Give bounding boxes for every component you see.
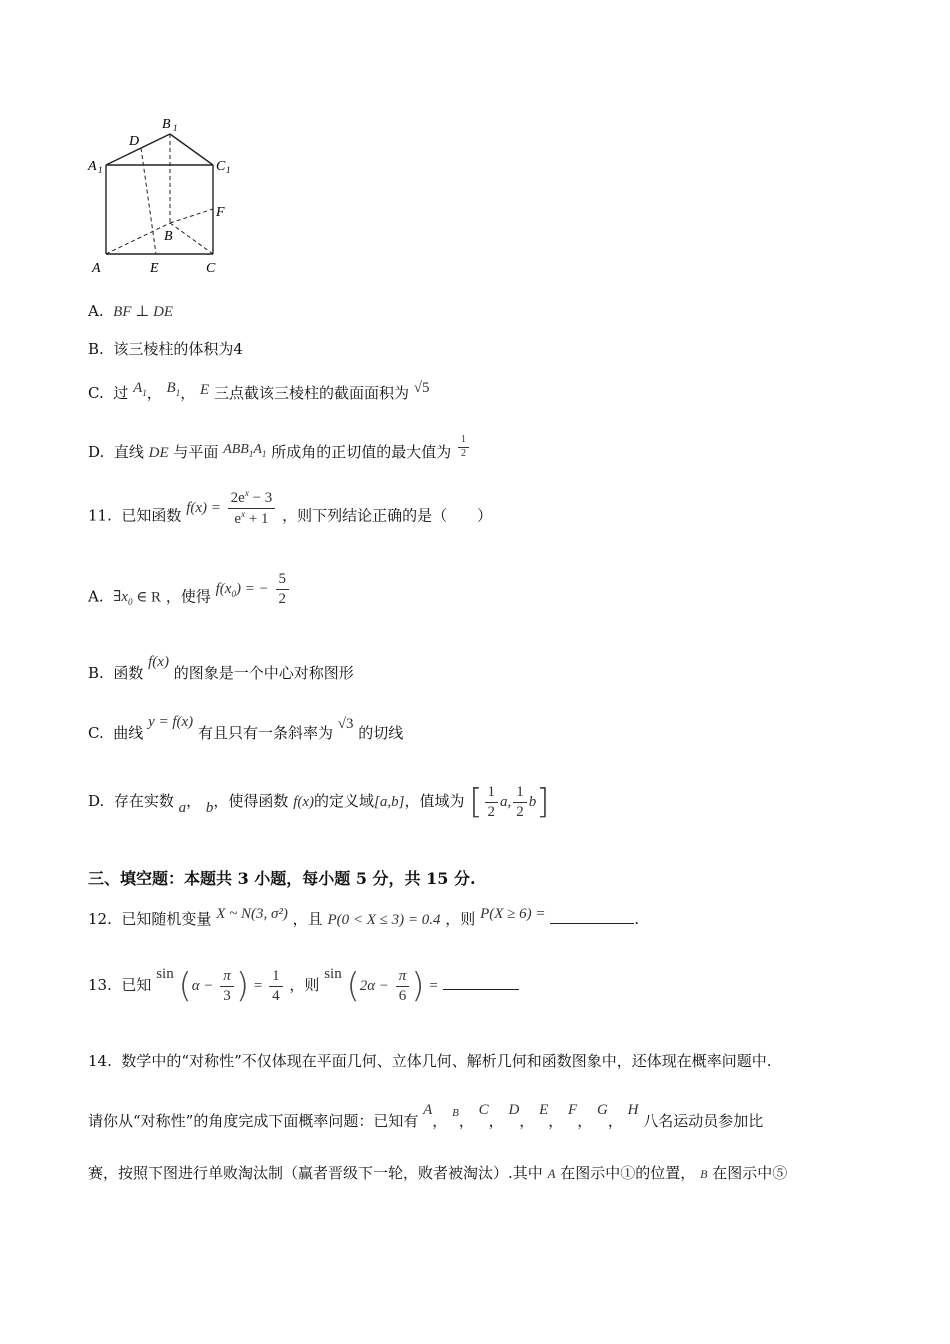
q14-line-1: 14. 数学中的“对称性”不仅体现在平面几何、立体几何、解析几何和函数图象中，还体现在概率问题中. [88,1052,772,1070]
segment-d-e [141,148,156,254]
segment-b-f [170,209,213,223]
label-c1: C [216,159,226,174]
q10-option-d: D. 直线 DE 与平面 $ABB_1A_1$ 所成角的正切值的最大值为 $\frac{1}{2}$ [88,440,471,466]
q11-option-c: C. 曲线 y = f(x) 有且只有一条斜率为 √3 的切线 [88,714,404,742]
edge-a-b [106,223,170,254]
q14-line-3: 赛，按照下图进行单败淘汰制（赢者晋级下一轮，败者被淘汰）.其中 A 在图示中①的位置， B 在图示中⑤ [88,1164,788,1182]
q12: 12. 已知随机变量 X ~ N(3, σ²) ，且 P(0 < X ≤ 3) = 0.4 ，则 P(X ≥ 6) = . [88,906,640,928]
q11-option-d: D. 存在实数 a， b，使得函数 f(x)的定义域[a,b]，值域为 [ $\frac{1}{2}$ a, $\frac{1}{2}$ b] [88,782,550,822]
q11-option-b: B. 函数 f(x) 的图象是一个中心对称图形 [88,654,354,682]
q11-stem: 11. 已知函数 f(x) = $\frac{2e^x - 3}{e^x + 1}$ ，则下列结论正确的是（ ） [88,488,493,527]
label-a1: A [88,159,97,174]
label-d: D [129,134,140,149]
label-f: F [216,205,225,220]
label-b: B [164,229,173,244]
q10-option-a: A. BF ⊥ DE [88,302,174,320]
prism-figure [84,110,254,280]
q14-line-2: 请你从“对称性”的角度完成下面概率问题：已知有 A， $^B$， C， D， E， F， G， H 八名运动员参加比 [88,1102,764,1130]
label-e: E [150,261,159,276]
q10-option-b: B. 该三棱柱的体积为4 [88,340,243,358]
label-a: A [92,261,101,276]
label-b1: B [162,117,171,132]
q13: 13. 已知 sin (α − $\frac{\pi}{3}$ ) = $\frac{1}{4}$ ，则 sin (2α − $\frac{\pi}{6}$ ) = [88,966,519,1006]
label-c1-sub: 1 [226,165,231,175]
label-a1-sub: 1 [98,165,103,175]
edge-b-c [170,223,213,254]
section-3-heading: 三、填空题：本题共 3 小题，每小题 5 分，共 15 分. [88,869,476,888]
label-b1-sub: 1 [173,123,178,133]
q10-option-c: C. 过 $A_1$， $B_1$， E 三点截该三棱柱的截面面积为 √5 [88,380,430,402]
label-c: C [206,261,216,276]
q11-option-a: A. $\exists x_0$ ∈ R ，使得 $f(x_0)$ = − $\frac{5}{2}$ [88,578,291,617]
edge-b1-c1 [170,134,213,165]
